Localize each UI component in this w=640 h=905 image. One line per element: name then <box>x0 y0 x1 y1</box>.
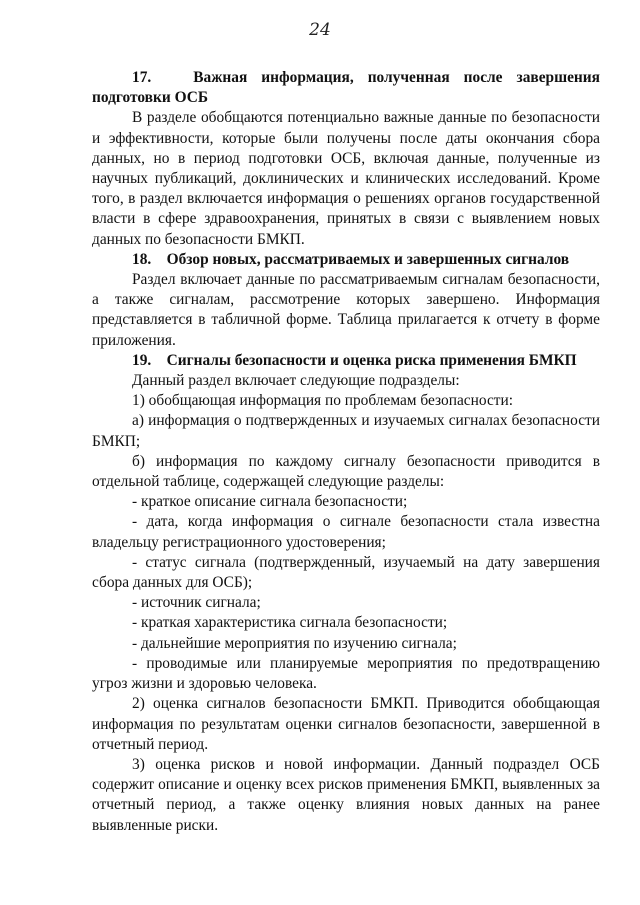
section-17-text: В разделе обобщаются потенциально важные данные по безопасности и эффективности, которые были получены после даты окончания сбора данных, но в период подготовки ОСБ, включая данные, полученные из научных публикаций, доклинических и клинических исследований. Кроме того, в раздел включается информация о решениях органов государственной власти в сфере здравоохранения, принятых в связи с выявлением новых данных по безопасности БМКП. <box>92 109 600 248</box>
subsection-1b: б) информация по каждому сигналу безопасности приводится в отдельной таблице, содержащей следующие разделы: <box>92 452 600 491</box>
subsection-2: 2) оценка сигналов безопасности БМКП. Приводится обобщающая информация по результатам оценки сигналов безопасности, завершенной в отчетный период. <box>92 695 600 753</box>
document-body <box>92 68 600 836</box>
bullet-item: - краткое описание сигнала безопасности; <box>132 493 408 511</box>
page-number: 24 <box>309 20 331 40</box>
subsection-3: 3) оценка рисков и новой информации. Данный подраздел ОСБ содержит описание и оценку всех рисков применения БМКП, выявленных за отчетный период, а также оценку влияния новых данных на ранее выявленные риски. <box>92 755 600 834</box>
bullet-item: - дальнейшие мероприятия по изучению сигнала; <box>132 634 457 652</box>
subsection-1: 1) обобщающая информация по проблемам безопасности: <box>132 392 514 410</box>
subsection-1a: а) информация о подтвержденных и изучаемых сигналах безопасности БМКП; <box>92 412 600 450</box>
bullet-item: - краткая характеристика сигнала безопасности; <box>132 614 448 632</box>
bullet-item: - проводимые или планируемые мероприятия по предотвращению угроз жизни и здоровью человека. <box>92 654 600 693</box>
bullet-item: - дата, когда информация о сигнале безопасности стала известна владельцу регистрационного удостоверения; <box>92 513 600 551</box>
bullet-item: - источник сигнала; <box>132 594 261 612</box>
section-19-title: 19. Сигналы безопасности и оценка риска применения БМКП <box>132 351 577 369</box>
section-17-title-line2: подготовки ОСБ <box>92 89 209 107</box>
section-18-title: 18. Обзор новых, рассматриваемых и завершенных сигналов <box>132 250 570 268</box>
section-17-title-line1: 17. Важная информация, полученная после завершения <box>132 69 600 86</box>
section-19-intro: Данный раздел включает следующие подразделы: <box>132 372 460 390</box>
section-18-text: Раздел включает данные по рассматриваемым сигналам безопасности, а также сигналам, рассмотрение которых завершено. Информация представляется в табличной форме. Таблица прилагается к отчету в форме приложения. <box>92 271 600 349</box>
bullet-item: - статус сигнала (подтвержденный, изучаемый на дату завершения сбора данных для ОСБ); <box>92 553 600 592</box>
